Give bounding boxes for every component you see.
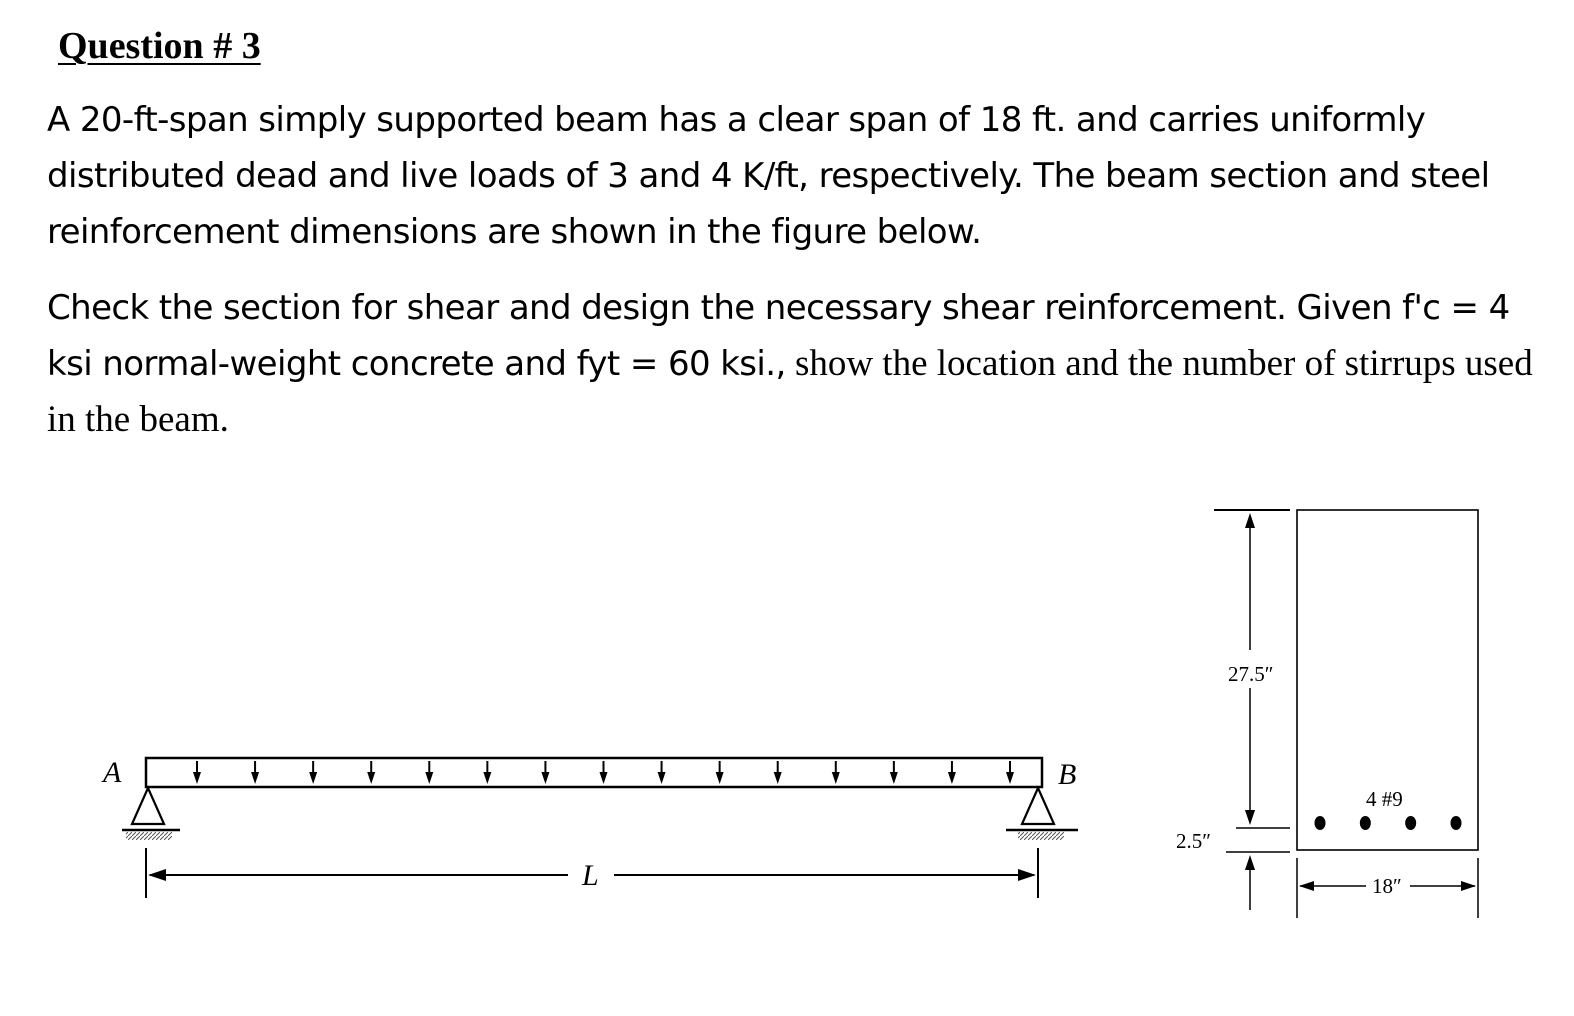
question-heading: Question # 3 [58,25,261,67]
load-arrow [367,761,375,784]
span-dimension [146,848,1038,898]
problem-statement: A 20-ft-span simply supported beam has a clear span of 18 ft. and carries uniformly distributed dead and live loads of 3 and 4 K/ft, respectively. The beam section and steel reinforcement dimensions are shown in the figure below. [47,100,1490,252]
load-arrow [425,761,433,784]
load-arrow [483,761,491,784]
rebar-group [1315,816,1462,830]
load-arrow [309,761,317,784]
distributed-load-arrows [193,761,1014,784]
span-length-label: L [582,859,599,892]
beam-body [146,758,1042,787]
load-arrow [600,761,608,784]
pin-support-right [1006,788,1078,840]
load-arrow [541,761,549,784]
support-b-label: B [1058,758,1077,791]
beam-cross-section [1176,510,1478,918]
rebar-bar [1451,816,1462,830]
load-arrow [1006,761,1014,784]
load-arrow [774,761,782,784]
task-statement [47,280,1562,448]
task-statement-sans: Check the section for shear and design the necessary shear reinforcement. Given f'c = 4 ksi normal-weight concrete and fyt = 60 ksi., [47,288,1510,384]
rebar-bar [1360,816,1371,830]
load-arrow [890,761,898,784]
load-arrow [658,761,666,784]
beam-elevation [101,756,1078,898]
rebar-bar [1405,816,1416,830]
load-arrow [251,761,259,784]
cover-dimension [1176,829,1255,910]
support-a-label: A [103,756,122,789]
width-label: 18″ [1372,874,1402,898]
width-dimension [1297,858,1478,918]
effective-depth-dimension [1228,513,1274,825]
depth-label: 27.5″ [1228,662,1274,686]
rebar-bar [1315,816,1326,830]
load-arrow [716,761,724,784]
cover-label: 2.5″ [1176,829,1211,853]
load-arrow [832,761,840,784]
load-arrow [948,761,956,784]
beam-figure [0,460,1574,960]
rebar-label: 4 #9 [1366,787,1403,811]
pin-support-left [122,788,180,840]
load-arrow [193,761,201,784]
task-statement-serif: show the location and the number of stirrups used in the beam. [47,343,1533,440]
